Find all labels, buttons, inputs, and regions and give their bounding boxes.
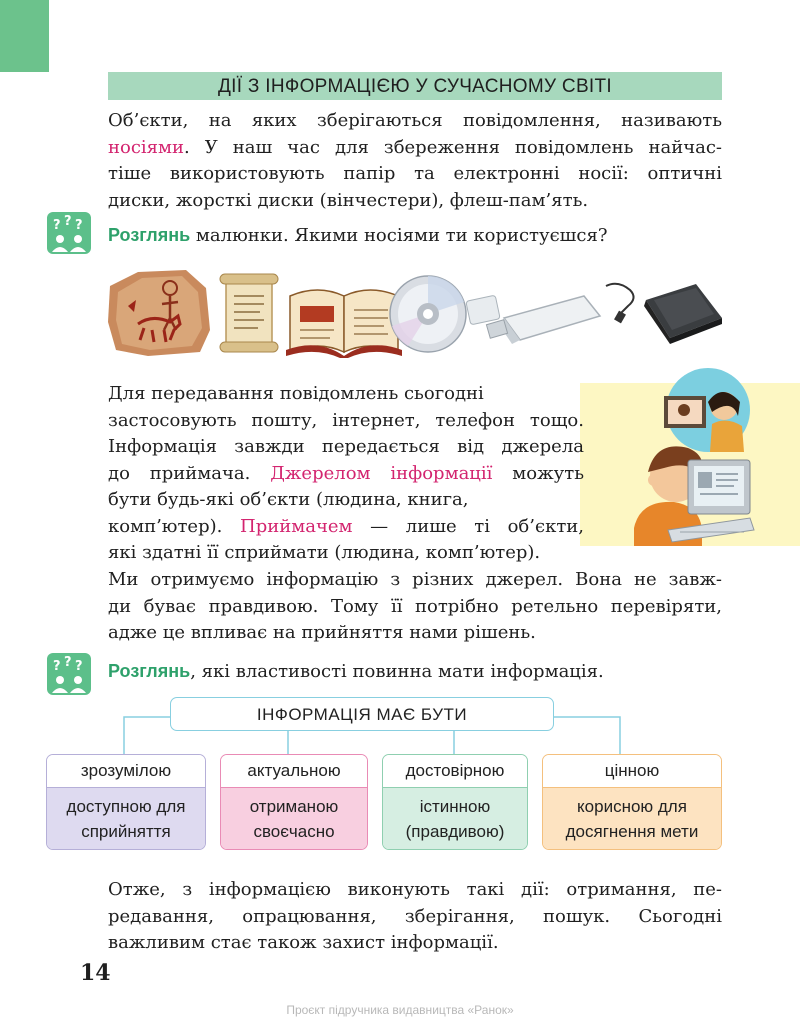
text-line: важливим стає також захист інформації. [108, 932, 499, 953]
storage-media-illustrations [108, 266, 724, 358]
consider-icon [47, 212, 91, 254]
property-description: отриманою своєчасно [221, 787, 367, 849]
text-line [108, 135, 722, 162]
text-line: які здатні її сприймати (людина, комп’ютер). [108, 542, 541, 563]
text-line: Ми отримуємо інформацію з різних джерел. Вона не завж- [108, 569, 722, 590]
property-name: зрозумілою [47, 755, 205, 787]
text-fragment: комп’ютер). [108, 515, 240, 537]
consider-text: , які властивості повинна мати інформація. [190, 661, 604, 682]
text-line: адже це впливає на прийняття нами рішень. [108, 622, 536, 643]
text-line: Для передавання повідомлень сьогодні [108, 383, 484, 404]
consider-keyword: Розглянь [108, 225, 191, 245]
svg-text:?: ? [53, 218, 61, 233]
open-book-icon [286, 290, 402, 358]
section-title: ДІЇ З ІНФОРМАЦІЄЮ У СУЧАСНОМУ СВІТІ [108, 72, 722, 100]
text-line: Об’єкти, на яких зберігаються повідомлення, називають [108, 110, 722, 131]
consider-keyword: Розглянь [108, 661, 191, 681]
property-description: істинною (правдивою) [383, 787, 527, 849]
svg-text:?: ? [75, 218, 83, 233]
text-line: Інформація завжди передається від джерела [108, 436, 584, 457]
text-line: бути будь-які об’єкти (людина, книга, [108, 489, 469, 510]
text-line: Отже, з інформацією виконують такі дії: отримання, пе- [108, 879, 722, 900]
property-card [46, 754, 206, 850]
property-card [220, 754, 368, 850]
paragraph-transmission [108, 381, 584, 567]
text-fragment: . У наш час для збереження повідомлень найчас- [184, 136, 722, 158]
text-line: тіше використовують папір та електронні носії: оптичні [108, 163, 722, 184]
svg-text:?: ? [64, 214, 72, 229]
consider-prompt-media [108, 222, 608, 249]
consider-prompt-properties [108, 658, 604, 685]
chapter-corner-tab [0, 0, 49, 72]
svg-text:?: ? [75, 659, 83, 674]
property-card [382, 754, 528, 850]
cd-disc-icon [390, 276, 466, 352]
term-information-source: Джерелом інформації [270, 462, 493, 484]
scroll-icon [220, 274, 278, 352]
property-name: актуальною [221, 755, 367, 787]
communication-illustration [604, 368, 764, 546]
cave-painting-icon [108, 270, 210, 356]
consider-icon [47, 653, 91, 695]
property-name: достовірною [383, 755, 527, 787]
term-receiver: Приймачем [240, 515, 353, 537]
usb-flash-drive-icon [466, 295, 600, 344]
text-line [108, 461, 584, 488]
paragraph-storage-media [108, 108, 722, 214]
diagram-title: ІНФОРМАЦІЯ МАЄ БУТИ [170, 697, 554, 731]
text-fragment: можуть [492, 462, 585, 484]
text-line: застосовують пошту, інтернет, телефон тощо. [108, 409, 584, 431]
information-properties-diagram [44, 697, 724, 857]
text-line: ди буває правдивою. Тому її потрібно ретельно перевіряти, [108, 595, 722, 617]
consider-text: малюнки. Якими носіями ти користуєшся? [190, 225, 608, 246]
property-description: доступною для сприйняття [47, 787, 205, 849]
text-fragment: — лише ті об’єкти, [352, 515, 584, 537]
paragraph-actions-summary [108, 877, 722, 957]
page-number: 14 [80, 960, 111, 986]
svg-text:?: ? [53, 659, 61, 674]
external-hard-drive-icon [606, 284, 722, 344]
text-fragment: до приймача. [108, 462, 271, 484]
text-line: диски, жорсткі диски (вінчестери), флеш-пам’ять. [108, 189, 589, 211]
property-card [542, 754, 722, 850]
text-line: редавання, опрацювання, зберігання, пошук. Сьогодні [108, 905, 722, 927]
term-carriers: носіями [108, 136, 185, 158]
property-name: цінною [543, 755, 721, 787]
paragraph-verify-information [108, 567, 722, 647]
svg-text:?: ? [64, 655, 72, 670]
text-line [108, 514, 584, 541]
property-description: корисною для досягнення мети [543, 787, 721, 849]
footer-note: Проєкт підручника видавництва «Ранок» [286, 1003, 514, 1017]
